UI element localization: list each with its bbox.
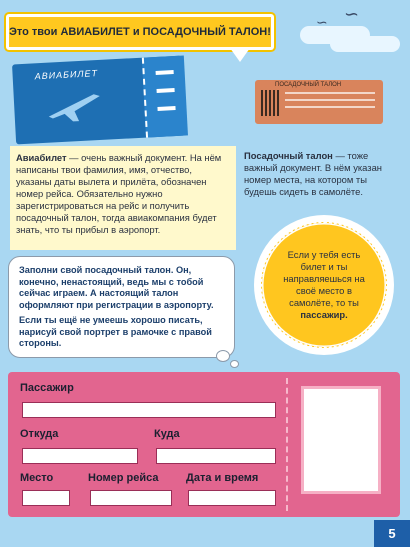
boarding-pass-lines — [285, 92, 375, 113]
form-fields-area — [8, 372, 283, 517]
boarding-pass-text: — тоже важный документ. В нём указан номер места, на котором ты будешь сидеть в самолёте. — [244, 150, 382, 197]
boarding-pass-term: Посадочный талон — [244, 150, 333, 161]
bubble-tail — [216, 350, 230, 362]
boarding-pass-description — [244, 150, 394, 198]
title-banner — [6, 14, 274, 50]
boarding-pass-form — [8, 372, 400, 517]
passenger-label: Пассажир — [20, 382, 74, 394]
to-label: Куда — [154, 428, 180, 440]
airline-ticket-stub — [142, 56, 188, 138]
airline-ticket-label: АВИАБИЛЕТ — [34, 68, 99, 82]
from-label: Откуда — [20, 428, 59, 440]
instruction-text — [19, 265, 226, 350]
date-time-label: Дата и время — [186, 472, 259, 484]
instruction-paragraph: Заполни свой посадочный талон. Он, конечно, ненастоящий, ведь мы с тобой сейчас играем. А настоящий талон оформляют при регистрации в аэропорту. — [19, 265, 214, 310]
bird-icon: ∽ — [344, 4, 360, 24]
page-number: 5 — [374, 520, 410, 547]
passenger-definition — [276, 249, 372, 321]
boarding-pass-label: ПОСАДОЧНЫЙ ТАЛОН — [275, 82, 342, 88]
instruction-paragraph: Если ты ещё не умеешь хорошо писать, нарисуй свой портрет в рамочке с правой стороны. — [19, 315, 212, 348]
cloud — [330, 36, 400, 52]
flight-number-field[interactable] — [90, 490, 172, 506]
portrait-frame[interactable] — [301, 386, 381, 494]
page-title: Это твои АВИАБИЛЕТ и ПОСАДОЧНЫЙ ТАЛОН! — [9, 17, 271, 47]
instruction-bubble — [8, 256, 235, 358]
airline-ticket-description — [16, 152, 230, 236]
title-banner-tail — [230, 48, 250, 62]
date-time-field[interactable] — [188, 490, 276, 506]
passenger-definition-text: Если у тебя есть билет и ты направляешься на своё место в самолёте, то ты — [283, 249, 365, 308]
airline-ticket-illustration — [12, 56, 186, 145]
airline-ticket-text: — очень важный документ. На нём написаны твои фамилия, имя, отчество, указаны даты вылета и прилёта, обозначен номер рейса. Обязательно нужно зарегистрироваться на рейс и получить посадочный талон, тогда авиакомпания будет знать, что ты прибыл в аэропорт. — [16, 152, 222, 235]
from-field[interactable] — [22, 448, 138, 464]
bubble-tail — [230, 360, 239, 368]
flight-number-label: Номер рейса — [88, 472, 159, 484]
tear-line — [286, 378, 288, 511]
passenger-circle — [261, 222, 387, 348]
seat-label: Место — [20, 472, 54, 484]
passenger-field[interactable] — [22, 402, 276, 418]
passenger-term: пассажир. — [300, 309, 348, 320]
barcode-icon — [261, 90, 279, 116]
bird-icon: ∽ — [316, 14, 328, 30]
airplane-icon — [43, 84, 105, 132]
airline-ticket-panel — [10, 146, 236, 250]
boarding-pass-illustration — [255, 80, 383, 124]
to-field[interactable] — [156, 448, 276, 464]
airline-ticket-term: Авиабилет — [16, 152, 67, 163]
seat-field[interactable] — [22, 490, 70, 506]
